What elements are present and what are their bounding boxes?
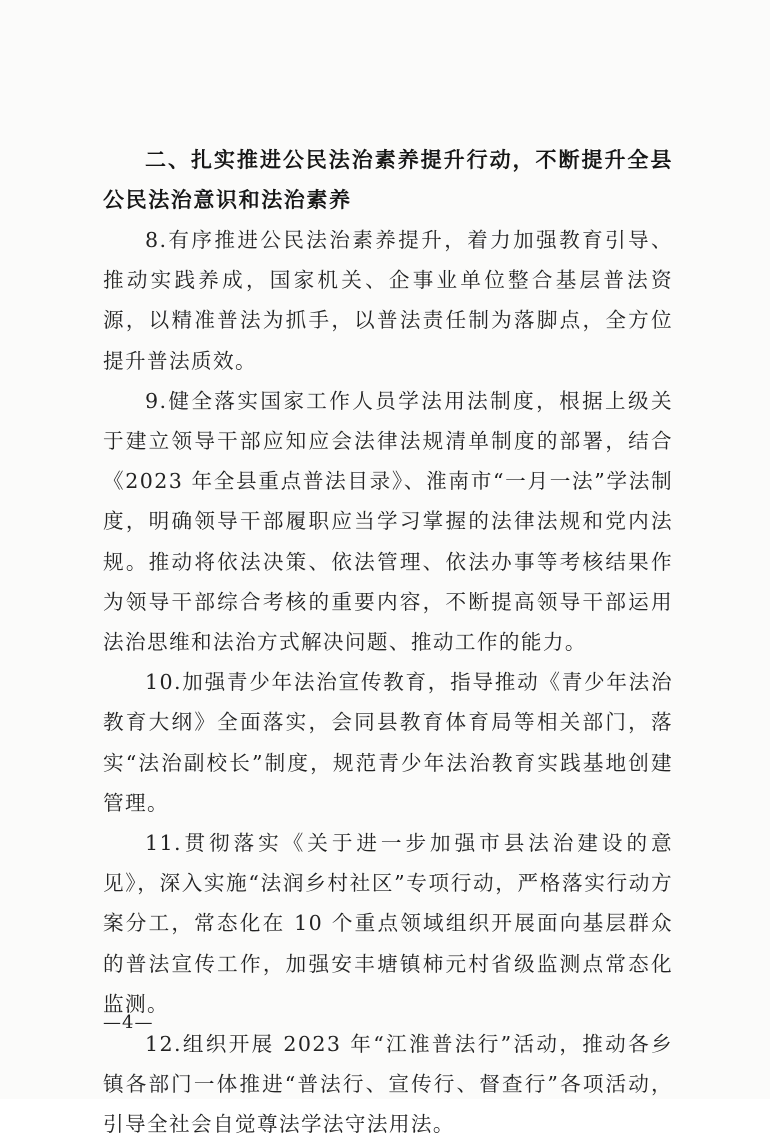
paragraph-item-11: 11.贯彻落实《关于进一步加强市县法治建设的意见》，深入实施“法润乡村社区”专项行动，严格落实行动方案分工，常态化在 10 个重点领域组织开展面向基层群众的普法宣传工作，加强安丰塘镇柿元村省级监测点常态化监测。 [103,831,673,1016]
paragraph-item-12: 12.组织开展 2023 年“江淮普法行”活动，推动各乡镇各部门一体推进“普法行、宣传行、督查行”各项活动，引导全社会自觉尊法学法守法用法。 [103,1032,673,1137]
page-number: —4— [103,1012,154,1033]
paragraph-item-8: 8.有序推进公民法治素养提升，着力加强教育引导、推动实践养成，国家机关、企事业单位整合基层普法资源，以精准普法为抓手，以普法责任制为落脚点，全方位提升普法质效。 [103,228,673,373]
paragraph-item-10: 10.加强青少年法治宣传教育，指导推动《青少年法治教育大纲》全面落实，会同县教育体育局等相关部门，落实“法治副校长”制度，规范青少年法治教育实践基地创建管理。 [103,670,673,815]
document-body [103,140,673,1145]
section-heading: 二、扎实推进公民法治素养提升行动，不断提升全县公民法治意识和法治素养 [103,148,673,212]
paragraph-item-9: 9.健全落实国家工作人员学法用法制度，根据上级关于建立领导干部应知应会法律法规清单制度的部署，结合《2023 年全县重点普法目录》、淮南市“一月一法”学法制度，明确领导干部履职应当学习掌握的法律法规和党内法规。推动将依法决策、依法管理、依法办事等考核结果作为领导干部综合考核的重要内容，不断提高领导干部运用法治思维和法治方式解决问题、推动工作的能力。 [103,388,673,655]
